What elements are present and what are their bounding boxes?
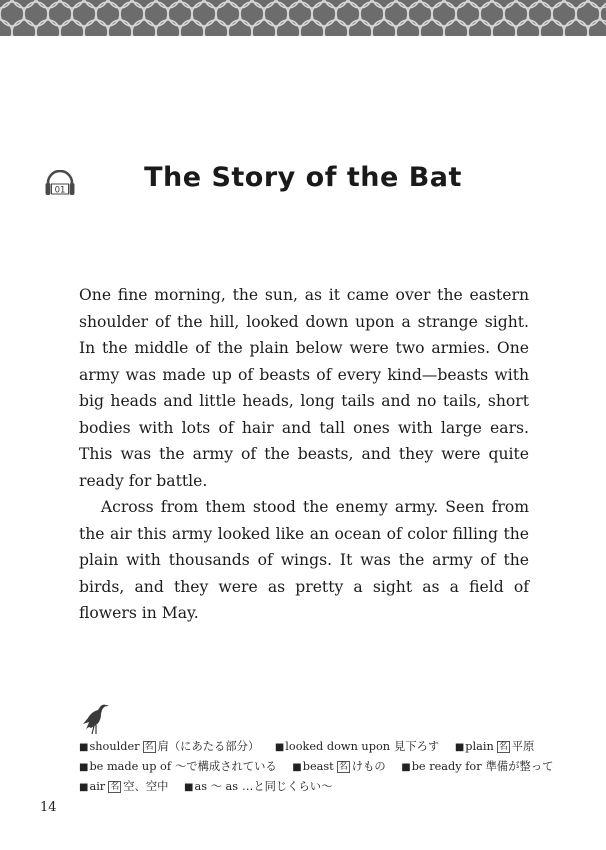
pattern-ring <box>504 2 528 26</box>
pattern-ring <box>600 2 606 26</box>
pattern-ring <box>564 0 588 8</box>
pattern-ring <box>144 2 168 26</box>
pattern-ring <box>228 0 252 8</box>
glossary-meaning: 空、空中 <box>123 780 169 793</box>
pattern-ring <box>468 20 492 36</box>
pattern-ring <box>252 0 276 8</box>
pattern-ring <box>84 20 108 36</box>
bullet-square: ■ <box>79 762 89 773</box>
glossary-term: plain <box>465 740 494 753</box>
pattern-ring <box>180 0 204 8</box>
noun-mark: 名 <box>498 742 508 752</box>
vocabulary-glossary <box>79 737 554 797</box>
pattern-ring <box>108 20 132 36</box>
pattern-ring <box>240 2 264 26</box>
pattern-ring <box>300 0 324 8</box>
pattern-ring <box>492 0 516 8</box>
glossary-line <box>79 777 539 797</box>
glossary-meaning: …と同じくらい〜 <box>242 780 333 793</box>
glossary-entry <box>79 740 259 753</box>
pattern-ring <box>276 0 300 8</box>
pattern-ring <box>216 2 240 26</box>
glossary-term: as 〜 as <box>194 780 239 793</box>
pattern-ring <box>324 20 348 36</box>
bullet-square: ■ <box>79 742 89 753</box>
glossary-entry <box>184 780 332 793</box>
glossary-entry <box>79 780 168 793</box>
noun-mark: 名 <box>338 762 348 772</box>
pattern-ring <box>132 0 156 8</box>
glossary-line <box>79 737 539 757</box>
pattern-ring <box>564 20 588 36</box>
bullet-square: ■ <box>184 782 194 793</box>
glossary-term: beast <box>302 760 334 773</box>
pattern-ring <box>276 20 300 36</box>
glossary-entry <box>275 740 439 753</box>
pattern-ring <box>36 20 60 36</box>
noun-mark: 名 <box>144 742 154 752</box>
decorative-header-band <box>0 0 606 36</box>
pattern-ring <box>36 0 60 8</box>
paragraph: One fine morning, the sun, as it came over the eastern shoulder of the hill, looked down upon a strange sight. In the middle of the plain below were two armies. One army was made up of beasts of every kind—beasts with big heads and little heads, long tails and no tails, short bodies with lots of hair and tall ones with large ears. This was the army of the beasts, and they were quite ready for battle. <box>79 286 529 490</box>
glossary-meaning: 見下ろす <box>394 740 440 753</box>
glossary-entry <box>455 740 535 753</box>
pattern-ring <box>432 2 456 26</box>
pattern-ring <box>180 20 204 36</box>
pattern-ring <box>516 20 540 36</box>
pattern-ring <box>312 2 336 26</box>
pattern-ring <box>372 0 396 8</box>
pattern-ring <box>372 20 396 36</box>
pattern-ring <box>396 20 420 36</box>
pattern-ring <box>552 2 576 26</box>
pattern-ring <box>444 0 468 8</box>
pattern-ring <box>492 20 516 36</box>
pattern-ring <box>192 2 216 26</box>
glossary-term: be made up of <box>89 760 171 773</box>
bullet-square: ■ <box>292 762 302 773</box>
page-title: The Story of the Bat <box>144 162 462 193</box>
pattern-ring <box>360 2 384 26</box>
pattern-ring <box>420 20 444 36</box>
bullet-square: ■ <box>274 742 285 753</box>
pattern-ring <box>540 0 564 8</box>
glossary-term: looked down upon <box>285 740 391 753</box>
bullet-square: ■ <box>79 782 89 793</box>
paragraph: Across from them stood the enemy army. Seen from the air this army looked like an ocean of color filling the plain with thousands of wings. It was the army of the birds, and they were as pretty a sight as a field of flowers in May. <box>79 498 529 622</box>
pattern-ring <box>540 20 564 36</box>
pattern-ring <box>84 0 108 8</box>
glossary-meaning: 準備が整って <box>485 760 554 773</box>
pattern-ring <box>576 2 600 26</box>
pattern-ring <box>60 0 84 8</box>
pattern-ring <box>60 20 84 36</box>
pattern-ring <box>12 0 36 8</box>
pattern-ring <box>48 2 72 26</box>
pattern-ring <box>0 20 12 36</box>
glossary-term: air <box>89 780 106 793</box>
pattern-ring <box>156 0 180 8</box>
glossary-entry <box>79 760 277 773</box>
bullet-square: ■ <box>401 762 411 773</box>
bird-icon <box>80 702 110 736</box>
glossary-meaning: 肩（にあたる部分） <box>157 740 260 753</box>
pattern-ring <box>228 20 252 36</box>
pattern-ring <box>12 20 36 36</box>
pattern-ring <box>288 2 312 26</box>
glossary-term: shoulder <box>89 740 140 753</box>
pattern-ring <box>0 2 24 26</box>
glossary-line <box>79 757 554 777</box>
pattern-ring <box>348 0 372 8</box>
pattern-ring <box>72 2 96 26</box>
pattern-ring <box>156 20 180 36</box>
pattern-ring <box>444 20 468 36</box>
pattern-ring <box>528 2 552 26</box>
pattern-ring <box>516 0 540 8</box>
glossary-entry <box>401 760 553 773</box>
pattern-ring <box>480 2 504 26</box>
pattern-ring <box>204 0 228 8</box>
story-body <box>79 282 529 627</box>
pattern-ring <box>204 20 228 36</box>
pattern-ring <box>120 2 144 26</box>
pattern-ring <box>168 2 192 26</box>
glossary-meaning: 平原 <box>511 740 535 753</box>
bullet-square: ■ <box>454 742 465 753</box>
glossary-meaning: けもの <box>351 760 386 773</box>
pattern-ring <box>336 2 360 26</box>
pattern-ring <box>300 20 324 36</box>
glossary-term: be ready for <box>411 760 482 773</box>
glossary-meaning: 〜で構成されている <box>175 760 277 773</box>
pattern-ring <box>420 0 444 8</box>
pattern-ring <box>468 0 492 8</box>
pattern-ring <box>348 20 372 36</box>
pattern-ring <box>96 2 120 26</box>
pattern-ring <box>132 20 156 36</box>
header-pattern <box>0 0 606 36</box>
pattern-ring <box>384 2 408 26</box>
glossary-entry <box>292 760 385 773</box>
pattern-ring <box>456 2 480 26</box>
pattern-ring <box>24 2 48 26</box>
page-number: 14 <box>40 800 57 815</box>
pattern-ring <box>324 0 348 8</box>
pattern-ring <box>396 0 420 8</box>
pattern-ring <box>408 2 432 26</box>
track-number: 01 <box>54 185 66 196</box>
pattern-ring <box>264 2 288 26</box>
pattern-ring <box>252 20 276 36</box>
pattern-ring <box>108 0 132 8</box>
noun-mark: 名 <box>110 782 120 792</box>
